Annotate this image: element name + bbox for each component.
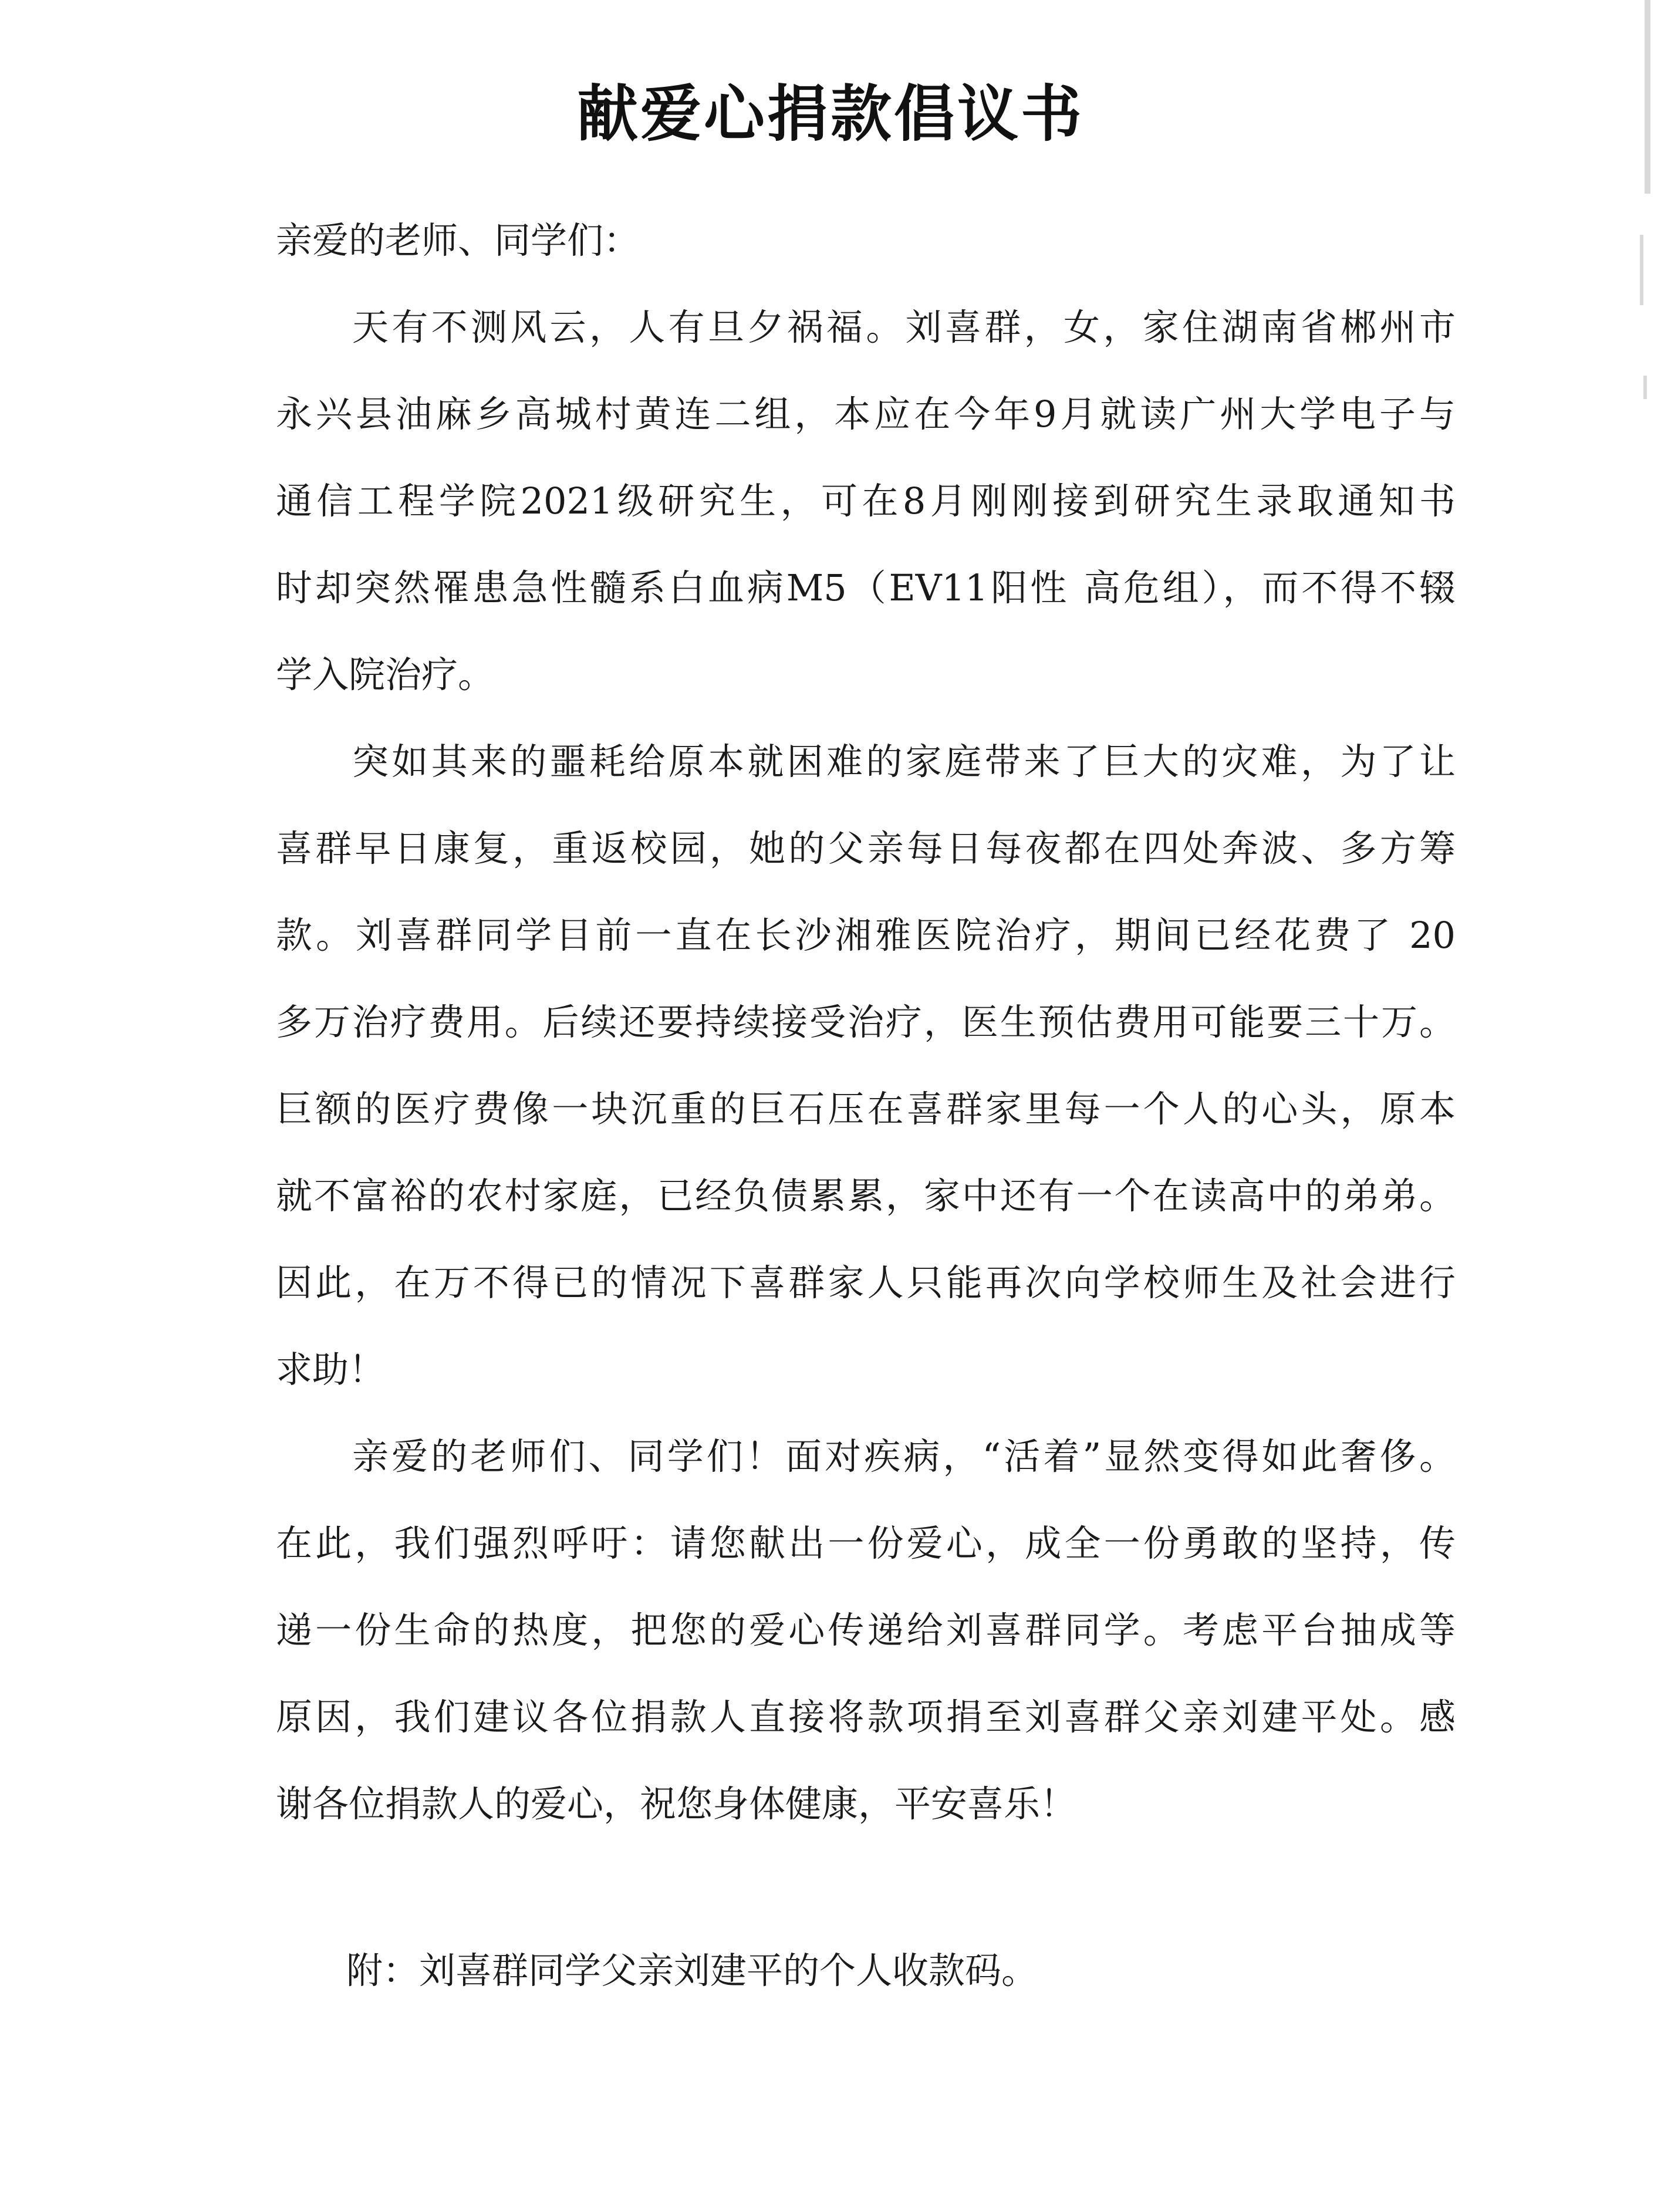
paragraph-3-line-5: 谢各位捐款人的爱心，祝您身体健康，平安喜乐！ [276, 1782, 1077, 1825]
paragraph-1-line-4: 时却突然罹患急性髓系白血病M5（EV11阳性 高危组），而不得不辍 [276, 566, 1456, 609]
paragraph-3-line-2: 在此，我们强烈呼吁：请您献出一份爱心，成全一份勇敢的坚持，传 [276, 1522, 1456, 1565]
paragraph-1-line-1: 天有不测风云，人有旦夕祸福。刘喜群，女，家住湖南省郴州市 [352, 306, 1456, 349]
document-title: 献爱心捐款倡议书 [576, 78, 1084, 150]
paragraph-1-line-2: 永兴县油麻乡高城村黄连二组，本应在今年9月就读广州大学电子与 [276, 393, 1456, 435]
paragraph-2-line-1: 突如其来的噩耗给原本就困难的家庭带来了巨大的灾难，为了让 [352, 740, 1456, 783]
paragraph-1-line-3: 通信工程学院2021级研究生，可在8月刚刚接到研究生录取通知书 [276, 479, 1456, 522]
paragraph-2-line-3: 款。刘喜群同学目前一直在长沙湘雅医院治疗，期间已经花费了 20 [276, 914, 1456, 957]
paragraph-2-line-5: 巨额的医疗费像一块沉重的巨石压在喜群家里每一个人的心头，原本 [276, 1088, 1456, 1130]
appendix-note: 附：刘喜群同学父亲刘建平的个人收款码。 [346, 1949, 1038, 1992]
paragraph-1-line-5: 学入院治疗。 [276, 653, 495, 696]
paragraph-2-line-7: 因此，在万不得已的情况下喜群家人只能再次向学校师生及社会进行 [276, 1261, 1456, 1304]
scan-edge-marks [1620, 0, 1661, 2212]
paragraph-3-line-4: 原因，我们建议各位捐款人直接将款项捐至刘喜群父亲刘建平处。感 [276, 1696, 1456, 1738]
paragraph-3-line-1: 亲爱的老师们、同学们！面对疾病，“活着”显然变得如此奢侈。 [352, 1435, 1456, 1478]
paragraph-2-line-4: 多万治疗费用。后续还要持续接受治疗，医生预估费用可能要三十万。 [276, 1001, 1456, 1043]
paragraph-2-line-8: 求助！ [276, 1348, 386, 1391]
paragraph-2-line-2: 喜群早日康复，重返校园，她的父亲每日每夜都在四处奔波、多方筹 [276, 827, 1456, 870]
salutation: 亲爱的老师、同学们： [276, 219, 640, 262]
paragraph-2-line-6: 就不富裕的农村家庭，已经负债累累，家中还有一个在读高中的弟弟。 [276, 1174, 1456, 1217]
paragraph-3-line-3: 递一份生命的热度，把您的爱心传递给刘喜群同学。考虑平台抽成等 [276, 1609, 1456, 1652]
